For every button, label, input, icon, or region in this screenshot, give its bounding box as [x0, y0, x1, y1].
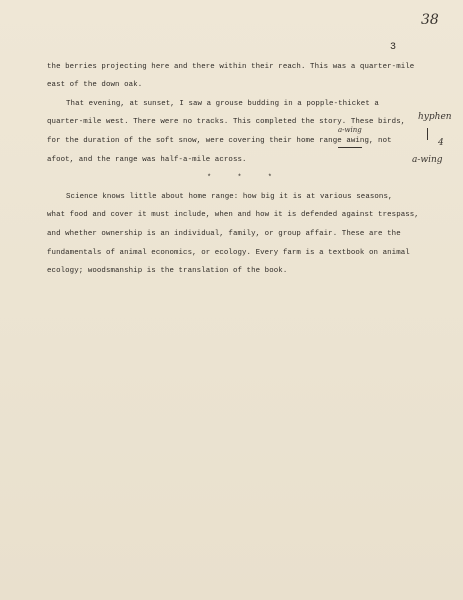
- handwritten-page-number: 38: [421, 12, 439, 28]
- margin-note-number: 4: [438, 138, 444, 148]
- text-line-6: afoot, and the range was half-a-mile across.: [47, 156, 247, 164]
- margin-note-hyphen: hyphen: [418, 112, 452, 122]
- typed-page-number: 3: [390, 42, 397, 53]
- text-line-5: for the duration of the soft snow, were covering their home range awing, not: [47, 137, 392, 145]
- margin-note-awing: a-wing: [412, 155, 443, 165]
- text-line-8: what food and cover it must include, when and how it is defended against trespass,: [47, 211, 419, 219]
- text-line-9: and whether ownership is an individual, family, or group affair. These are the: [47, 230, 401, 238]
- text-line-4: quarter-mile west. There were no tracks. This completed the story. These birds,: [47, 118, 406, 126]
- text-line-3: That evening, at sunset, I saw a grouse budding in a popple-thicket a: [66, 100, 379, 108]
- text-line-7: Science knows little about home range: how big it is at various seasons,: [66, 193, 393, 201]
- text-line-11: ecology; woodsmanship is the translation of the book.: [47, 267, 288, 275]
- insertion-underline: [338, 147, 362, 148]
- text-line-10: fundamentals of animal economics, or ecology. Every farm is a textbook on animal: [47, 249, 410, 257]
- section-separator: * * *: [207, 174, 284, 182]
- handwritten-insertion: a-wing: [338, 126, 362, 134]
- text-line-2: east of the down oak.: [47, 81, 143, 89]
- margin-bracket: [427, 128, 428, 140]
- text-line-1: the berries projecting here and there within their reach. This was a quarter-mile: [47, 63, 415, 71]
